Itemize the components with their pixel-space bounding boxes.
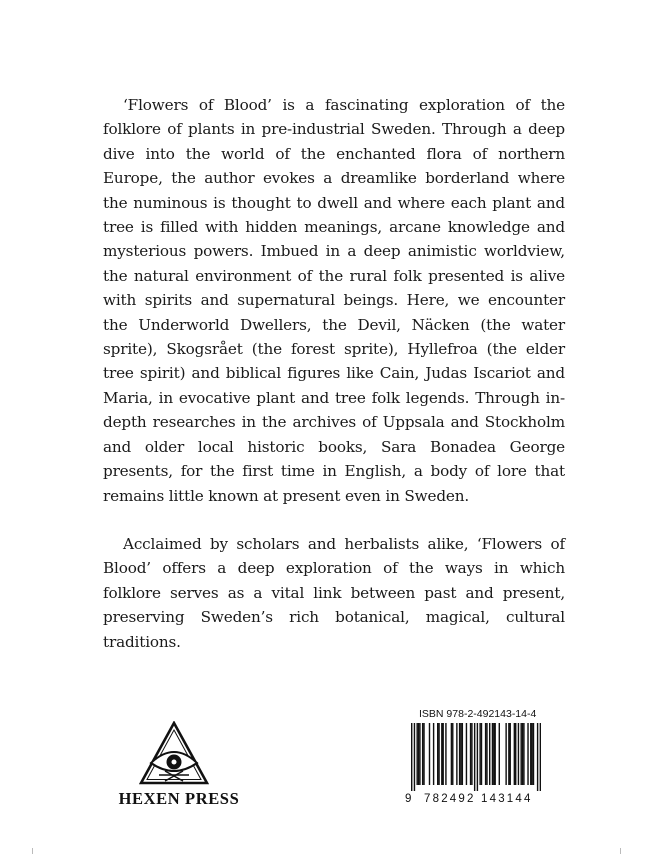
barcode-bar — [441, 723, 442, 785]
isbn-barcode — [405, 706, 541, 812]
publisher-block — [104, 721, 254, 821]
barcode-bar — [466, 723, 467, 785]
barcode-bar — [429, 723, 430, 785]
isbn-label: ISBN 978-2-492143-14-4 — [419, 708, 537, 720]
barcode-bar — [492, 723, 493, 785]
publisher-name: HEXEN PRESS — [118, 789, 240, 808]
barcode-bar — [505, 723, 506, 785]
barcode-bar — [411, 723, 412, 791]
barcode-bar — [419, 723, 420, 785]
barcode-bar — [540, 723, 541, 791]
barcode-bar — [485, 723, 486, 785]
barcode-right-group: 143144 — [481, 793, 533, 805]
barcode-bars — [411, 723, 541, 791]
barcode-bar — [531, 723, 532, 785]
barcode-bar — [474, 723, 475, 791]
crop-mark-right — [620, 848, 621, 854]
crop-mark-left — [32, 848, 33, 854]
barcode-bar — [416, 723, 417, 785]
barcode-bar — [522, 723, 523, 785]
barcode-bar — [520, 723, 521, 785]
barcode-bar — [510, 723, 511, 785]
barcode-bar — [477, 723, 478, 791]
barcode-bar — [452, 723, 453, 785]
barcode-bar — [460, 723, 461, 785]
barcode-left-group: 782492 — [424, 793, 476, 805]
barcode-bar — [438, 723, 439, 785]
barcode-bar — [471, 723, 472, 785]
barcode-bar — [442, 723, 443, 785]
barcode-bar — [422, 723, 423, 785]
barcode-lead-digit: 9 — [405, 793, 412, 805]
barcode-bar — [515, 723, 516, 785]
barcode-bar — [486, 723, 487, 785]
barcode-bar — [451, 723, 452, 785]
barcode-bar — [459, 723, 460, 785]
barcode-bar — [433, 723, 434, 785]
barcode-bar — [489, 723, 490, 785]
barcode-bar — [479, 723, 480, 785]
barcode-bar — [518, 723, 519, 785]
barcode-bar — [537, 723, 538, 791]
barcode-bar — [445, 723, 446, 785]
barcode-bar — [527, 723, 528, 785]
barcode-bar — [514, 723, 515, 785]
barcode-bar — [414, 723, 415, 791]
barcode-bar — [418, 723, 419, 785]
blurb-paragraph-2: Acclaimed by scholars and herbalists alike, ‘Flowers of Blood’ offers a deep exploration of the ways in which folklore serves as a vital link between past and present, preserving Sweden’s rich botanical, magical, cultural traditions. — [103, 534, 565, 651]
barcode-bar — [470, 723, 471, 785]
barcode-bar — [508, 723, 509, 785]
barcode-bar — [494, 723, 495, 785]
barcode-bar — [423, 723, 424, 785]
barcode-bar — [493, 723, 494, 785]
triangle-eye-logo-icon — [139, 721, 209, 785]
barcode-bar — [456, 723, 457, 785]
barcode-bar — [499, 723, 500, 785]
barcode-bar — [530, 723, 531, 785]
blurb-paragraph-1: ‘Flowers of Blood’ is a fascinating exploration of the folklore of plants in pre-industrial Sweden. Through a deep dive into the world of the enchanted flora of northern Europe, the author evokes a dreamlike borderland where the numinous is thought to dwell and where each plant and tree is filled with hidden meanings, arcane knowledge and mysterious powers. Imbued in a deep animistic worldview, the natural environment of the rural folk presented is alive with spirits and supernatural beings. Here, we encounter the Underworld Dwellers, the Devil, Näcken (the water sprite), Skogsrået (the forest sprite), Hyllefroa (the elder tree spirit) and biblical figures like Cain, Judas Iscariot and Maria, in evocative plant and tree folk legends. Through in-depth researches in the archives of Uppsala and Stockholm and older local historic books, Sara Bonadea George presents, for the first time in English, a body of lore that remains little known at present even in Sweden. — [103, 96, 565, 505]
barcode-bar — [437, 723, 438, 785]
barcode-bar — [523, 723, 524, 785]
barcode-bar — [533, 723, 534, 785]
barcode-bar — [462, 723, 463, 785]
barcode-bar — [481, 723, 482, 785]
blurb-text — [103, 93, 565, 654]
